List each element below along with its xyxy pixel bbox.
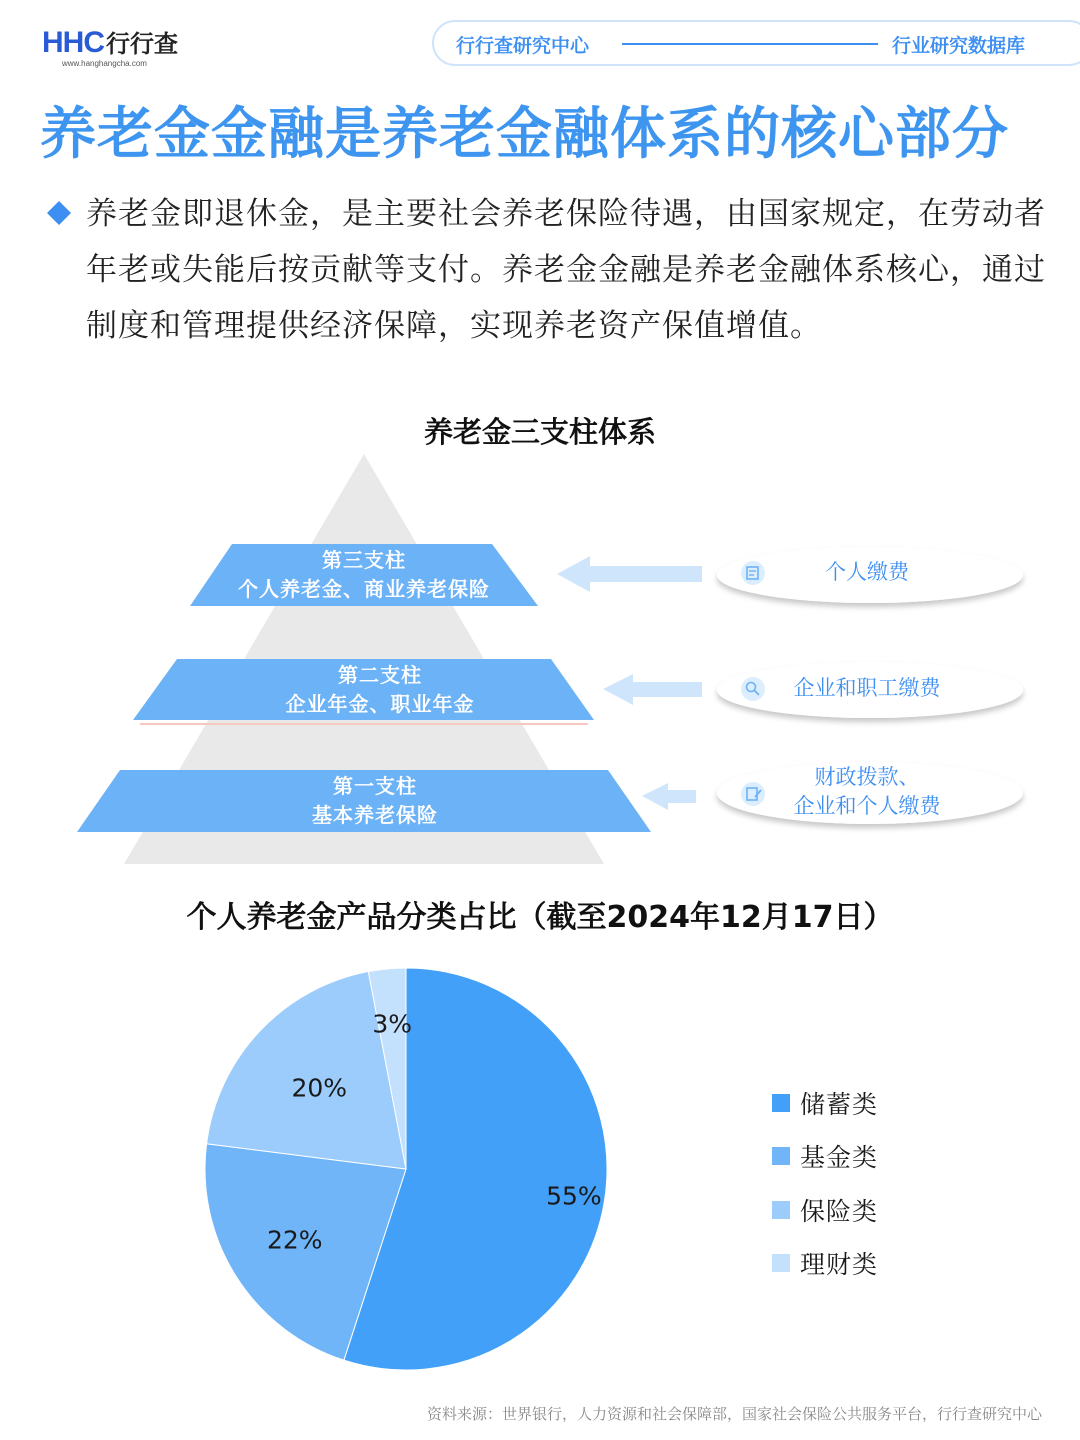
legend-swatch	[772, 1254, 790, 1272]
chart-legend	[772, 1076, 878, 1290]
source-1-label	[772, 763, 962, 821]
legend-item	[772, 1183, 878, 1237]
legend-item	[772, 1237, 878, 1291]
header-right-label: 行业研究数据库	[892, 35, 1026, 57]
pie-chart	[0, 950, 1080, 1390]
document-icon	[741, 561, 765, 585]
legend-item	[772, 1076, 878, 1130]
logo	[42, 28, 178, 68]
source-1-line2: 企业和个人缴费	[793, 794, 941, 818]
pie-data-label: 3%	[372, 1009, 413, 1039]
pie-data-label: 22%	[266, 1225, 323, 1255]
tier-1-name: 第一支柱	[333, 774, 417, 798]
tier-1-label	[77, 772, 673, 830]
pie-data-label: 55%	[546, 1181, 602, 1211]
legend-label: 储蓄类	[800, 1089, 879, 1119]
logo-mark: HHC	[42, 26, 104, 59]
legend-item	[772, 1130, 878, 1184]
chart-title: 个人养老金产品分类占比（截至2024年12月17日）	[186, 900, 894, 935]
tier-2-label	[133, 661, 627, 719]
tier-2-desc: 企业年金、职业年金	[285, 692, 475, 716]
tier-3-name: 第三支柱	[322, 548, 406, 572]
tier-1-desc: 基本养老保险	[312, 803, 438, 827]
legend-swatch	[772, 1201, 790, 1219]
tier-3-label	[190, 546, 538, 604]
source-2-label: 企业和职工缴费	[793, 676, 941, 700]
header-left-label: 行行查研究中心	[456, 35, 590, 57]
intro-paragraph: 养老金即退休金，是主要社会养老保险待遇，由国家规定，在劳动者年老或失能后按贡献等支付。养老金金融是养老金融体系核心，通过制度和管理提供经济保障，实现养老资产保值增值。	[86, 196, 1046, 344]
page-title: 养老金金融是养老金融体系的核心部分	[40, 102, 1009, 167]
logo-text: 行行查	[106, 30, 178, 58]
source-3-label: 个人缴费	[825, 560, 909, 584]
source-1-line1: 财政拨款、	[814, 765, 920, 789]
search-icon	[741, 677, 765, 701]
edit-icon	[741, 782, 765, 806]
pyramid-title: 养老金三支柱体系	[423, 415, 656, 449]
tier-2-name: 第二支柱	[338, 663, 422, 687]
legend-label: 基金类	[800, 1143, 879, 1173]
header-divider	[622, 43, 878, 45]
pie-data-label: 20%	[291, 1073, 348, 1103]
arrow-left-icon	[557, 556, 702, 592]
tier-3-desc: 个人养老金、商业养老保险	[238, 577, 490, 601]
legend-label: 理财类	[800, 1250, 879, 1280]
legend-label: 保险类	[800, 1196, 879, 1226]
diamond-bullet-icon	[46, 200, 72, 226]
legend-swatch	[772, 1094, 790, 1112]
logo-url: www.hanghangcha.com	[62, 59, 147, 68]
legend-swatch	[772, 1147, 790, 1165]
source-note: 资料来源：世界银行，人力资源和社会保障部，国家社会保险公共服务平台，行行查研究中心	[426, 1405, 1042, 1423]
